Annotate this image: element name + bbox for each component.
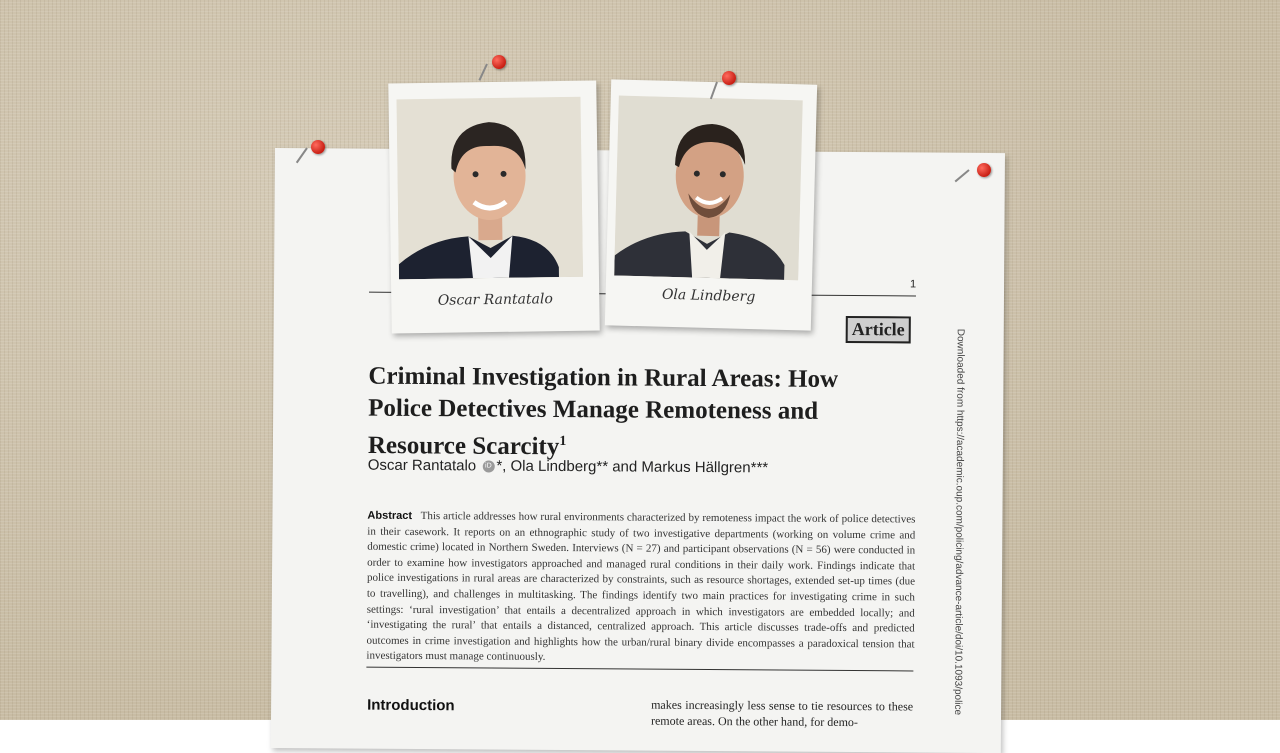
side-note-text: Downloaded from https://academic.oup.com/policing/advance-article/doi/10.1093/police (952, 328, 966, 716)
title-line-1: Criminal Investigation in Rural Areas: How (368, 362, 839, 393)
portrait-photo-ola (614, 96, 803, 281)
pushpin-ola (722, 71, 736, 85)
caption-ola: Ola Lindberg (661, 286, 756, 306)
first-author: Oscar Rantatalo (367, 456, 477, 475)
abstract-text: This article addresses how rural environments characterized by remoteness impact the work of police detectives in their casework. It reports on an ethnographic study of two investigative departments (working on volume crime and domestic crime) located in Northern Sweden. Interviews (N = 27) and participant observations (N = 56) were conducted in order to examine how investigators approached and managed rural conditions in their daily work. Findings indicate that police investigations in rural areas are characterized by constraints, such as resource shortages, extended set-up times (due to travelling), and challenges in multitasking. The findings identify two main practices for investigating crime in such settings: ‘rural investigation’ that entails a decentralized approach in which investigators are embedded locally; and ‘investigating the rural’ that entails a distanced, centralized approach. This article discusses trade-offs and predicted outcomes in crime investigation and highlights how the urban/rural binary divide encompasses a paradoxical tension that investigators must manage continuously. (366, 510, 916, 664)
title-line-3: Resource Scarcity (367, 431, 560, 461)
orcid-icon[interactable]: iD (482, 460, 494, 472)
pushpin-right (977, 163, 991, 177)
portrait-photo-oscar (396, 97, 582, 280)
abstract (366, 509, 915, 669)
title-line-2: Police Detectives Manage Remoteness and (368, 394, 819, 425)
other-authors: *, Ola Lindberg** and Markus Hällgren*** (496, 457, 769, 477)
pushpin-left (311, 140, 325, 154)
caption-oscar: Oscar Rantatalo (437, 291, 553, 309)
article-label: Article (846, 316, 911, 343)
authors-line (368, 457, 768, 477)
polaroid-ola (605, 79, 817, 330)
title-superscript: 1 (559, 433, 567, 450)
introduction-heading: Introduction (367, 696, 455, 715)
second-column-text: makes increasingly less sense to tie resources to these remote areas. On the other hand, for demo- (650, 697, 914, 730)
polaroid-oscar (388, 81, 599, 334)
article-title (368, 361, 929, 466)
pushpin-oscar (492, 55, 506, 69)
page-number: 1 (910, 278, 917, 291)
abstract-label: Abstract (367, 509, 413, 522)
download-side-note (951, 329, 970, 749)
